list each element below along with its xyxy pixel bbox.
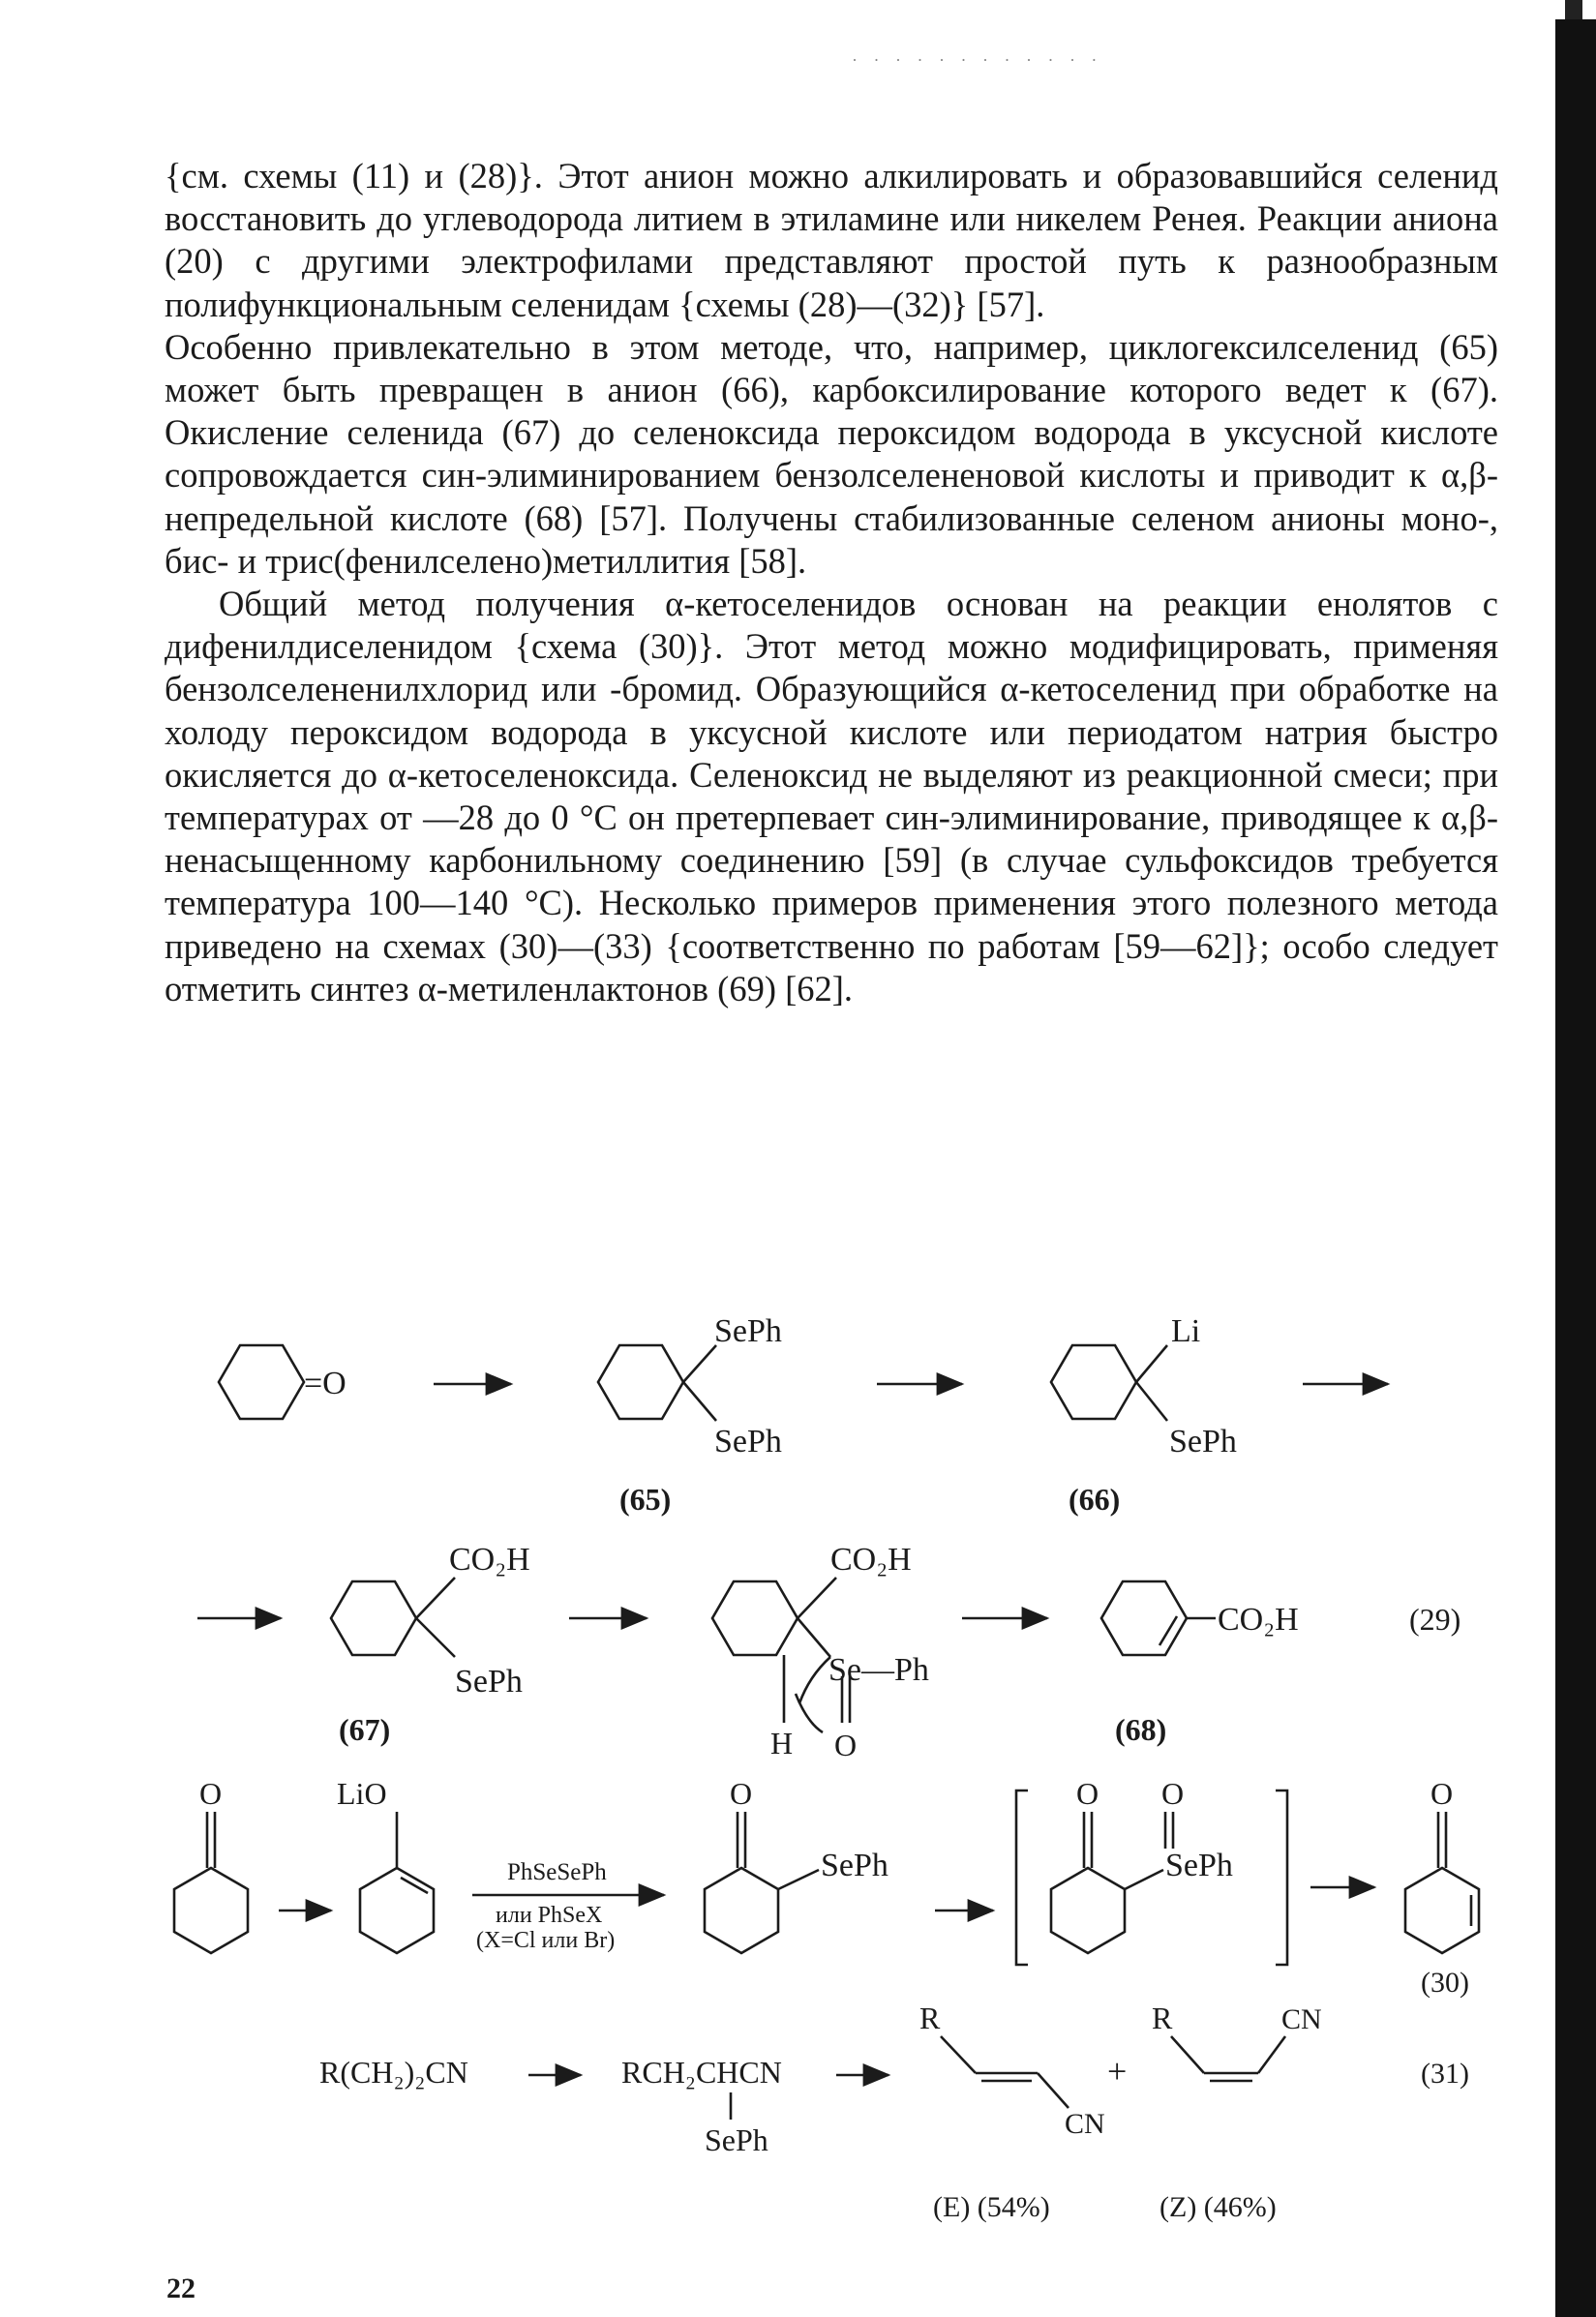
- e-isomer: [919, 2001, 1105, 2140]
- label-65: (65): [619, 1482, 672, 1517]
- svg-text:SePh: SePh: [1165, 1848, 1233, 1883]
- paragraph-3: Общий метод получения α-кетоселенидов основан на реакции енолятов с дифенилдиселенидом {схема (30)}. Этот метод можно модифицировать, применяя бензолселененилхлорид или -бромид. Образующийся α-кетоселенид при обработке на холоду пероксидом водорода в уксусной кислоте или периодатом натрия быстро окисляется до α-кетоселеноксида. Селеноксид не выделяют из реакционной смеси; при температурах от —28 до 0 °С он претерпевает син-элиминирование, приводящее к α,β-ненасыщенному карбонильному соединению [59] (в случае сульфоксидов требуется температура 100—140 °С). Несколько примеров применения этого полезного метода приведено на схемах (30)—(33) {соответственно по работам [59—62]}; особо следует отметить синтез α-метиленлактонов (69) [62].: [165, 584, 1498, 1008]
- svg-text:H: H: [770, 1726, 794, 1760]
- svg-text:R: R: [1152, 2001, 1173, 2035]
- alpha-seleno-nitrile: RCH₂CHCN: [621, 2055, 782, 2090]
- lithium-enolate: [337, 1776, 434, 1953]
- svg-text:R: R: [919, 2001, 941, 2035]
- alpha-ketoselenide: [705, 1776, 888, 1953]
- svg-text:O: O: [730, 1776, 753, 1811]
- paragraph-2: Особенно привлекательно в этом методе, что, например, циклогексилселенид (65) может быть превращен в анион (66), карбоксилирование которого ведет к (67). Окисление селенида (67) до селеноксида пероксидом водорода в уксусной кислоте сопровождается син-элиминированием бензолселененовой кислоты и приводит к α,β-непредельной кислоте (68) [57]. Получены стабилизованные селеном анионы моно-, бис- и трис(фенилселено)метиллития [58].: [165, 326, 1498, 581]
- svg-text:SePh: SePh: [455, 1664, 523, 1700]
- svg-text:O: O: [1430, 1776, 1454, 1811]
- svg-text:SePh: SePh: [705, 2122, 768, 2157]
- svg-text:CO₂H: CO₂H: [1218, 1602, 1299, 1638]
- svg-text:CN: CN: [1281, 2003, 1322, 2035]
- svg-text:CO₂H: CO₂H: [830, 1542, 912, 1578]
- svg-text:Li: Li: [1171, 1313, 1201, 1349]
- svg-text:O: O: [1076, 1776, 1099, 1811]
- label-68: (68): [1115, 1712, 1167, 1747]
- e-isomer-yield: (E) (54%): [933, 2191, 1050, 2223]
- paragraph-1: {см. схемы (11) и (28)}. Этот анион можно алкилировать и образовавшийся селенид восстановить до углеводорода литием в этиламине или никелем Ренея. Реакции аниона (20) с другими электрофилами представляют простой путь к разнообразным полифункциональным селенидам {схемы (28)—(32)} [57].: [165, 156, 1498, 324]
- svg-text:O: O: [199, 1776, 223, 1811]
- svg-text:LiO: LiO: [337, 1776, 387, 1811]
- compound-66: [1051, 1313, 1237, 1517]
- reagent-arrow: [472, 1859, 664, 1953]
- cyclohexanone-row1: [219, 1345, 346, 1419]
- equation-number-30: (30): [1421, 1967, 1469, 1999]
- syn-elimination-transition-state: [712, 1542, 929, 1762]
- z-isomer-yield: (Z) (46%): [1159, 2191, 1277, 2223]
- svg-text:PhSeSePh: PhSeSePh: [507, 1859, 607, 1885]
- equation-number-31: (31): [1421, 2058, 1469, 2090]
- svg-text:(X=Cl или Br): (X=Cl или Br): [476, 1928, 616, 1953]
- page-number: 22: [166, 2272, 196, 2304]
- svg-text:CN: CN: [1065, 2108, 1105, 2140]
- svg-text:SePh: SePh: [714, 1424, 782, 1459]
- svg-text:или PhSeX: или PhSeX: [496, 1903, 603, 1928]
- svg-text:Se—Ph: Se—Ph: [828, 1652, 929, 1688]
- svg-text:SePh: SePh: [821, 1848, 888, 1883]
- compound-65: [598, 1313, 782, 1517]
- compound-67: [331, 1542, 530, 1747]
- compound-68: [1101, 1581, 1299, 1747]
- equation-number-29: (29): [1409, 1602, 1461, 1637]
- plus-sign: +: [1107, 2052, 1128, 2091]
- z-isomer: [1152, 2001, 1322, 2081]
- scheme-drawing: [0, 1297, 1596, 2245]
- running-header-marks: · · · · · · · · · · · ·: [852, 50, 1103, 70]
- svg-text:SePh: SePh: [714, 1313, 782, 1349]
- body-text: [165, 155, 1498, 1010]
- svg-text:O: O: [1161, 1776, 1185, 1811]
- svg-text:SePh: SePh: [1169, 1424, 1237, 1459]
- svg-text:O: O: [834, 1728, 858, 1762]
- nitrile-start: R(CH₂)₂CN: [319, 2055, 468, 2090]
- svg-text:CO₂H: CO₂H: [449, 1542, 530, 1578]
- cyclohexanone-row3: [174, 1776, 248, 1953]
- carbonyl-label: =O: [304, 1366, 346, 1401]
- cyclohexenone: [1405, 1776, 1479, 1953]
- label-67: (67): [339, 1712, 391, 1747]
- label-66: (66): [1069, 1482, 1121, 1517]
- reaction-schemes: [0, 1297, 1596, 2245]
- alpha-ketoselenoxide-bracketed: [1016, 1776, 1287, 1965]
